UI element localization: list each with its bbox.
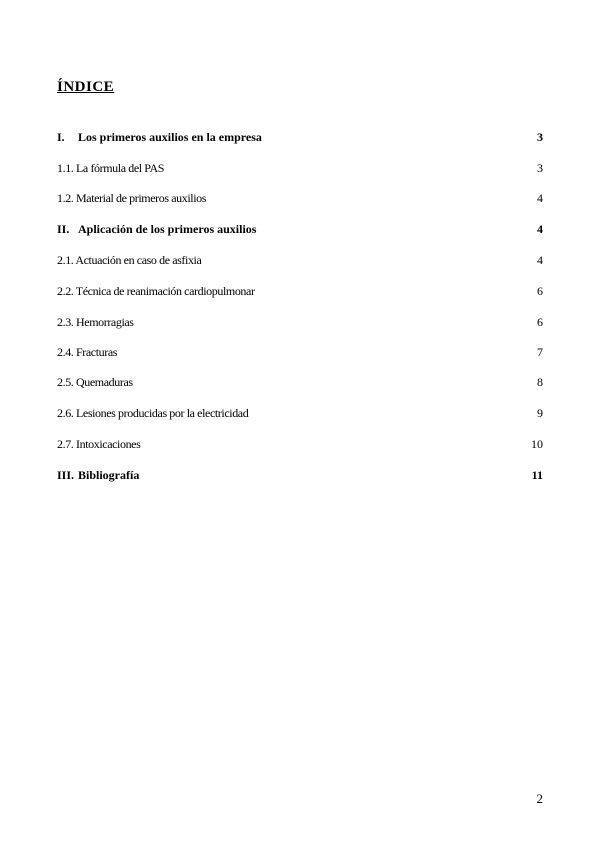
- toc-entry-text: Los primeros auxilios en la empresa: [78, 130, 262, 144]
- toc-entry-text: 2.2. Técnica de reanimación cardiopulmonar: [57, 284, 255, 298]
- toc-entry: [57, 283, 543, 299]
- toc-entry-page: 3: [537, 161, 543, 175]
- toc-entry-prefix: I.: [57, 130, 65, 144]
- toc-entry: [57, 221, 543, 237]
- toc-entry-page: 4: [537, 253, 543, 267]
- toc-entry-page: 4: [537, 191, 543, 205]
- toc-entry-page: 6: [537, 315, 543, 329]
- toc-entry: [57, 467, 543, 483]
- toc-entry-text: 2.3. Hemorragias: [57, 315, 134, 329]
- toc-entry: [57, 374, 543, 390]
- toc-entry: [57, 436, 543, 452]
- toc-entry-text: 2.6. Lesiones producidas por la electricidad: [57, 406, 249, 420]
- toc-entry-text: Aplicación de los primeros auxilios: [78, 222, 257, 236]
- toc-entry-label: [57, 467, 139, 483]
- toc-entry: [57, 160, 543, 176]
- toc-entry: [57, 405, 543, 421]
- toc-entry-page: 9: [537, 406, 543, 420]
- toc-entry-text: 2.5. Quemaduras: [57, 375, 133, 389]
- toc-entry-prefix: II.: [57, 222, 70, 236]
- toc-entry-label: [57, 221, 256, 237]
- toc-entry-prefix: III.: [57, 468, 75, 482]
- toc-entry-text: Bibliografía: [78, 468, 140, 482]
- toc-entry-page: 6: [537, 284, 543, 298]
- toc-entry-text: 2.4. Fracturas: [57, 345, 118, 359]
- toc-entry-page: 10: [531, 437, 543, 451]
- toc-entry-text: 2.7. Intoxicaciones: [57, 437, 141, 451]
- toc-entry-label: [57, 129, 262, 145]
- toc-entry: [57, 129, 543, 145]
- toc-entry-text: 1.1. La fórmula del PAS: [57, 161, 165, 175]
- toc-entry-page: 11: [531, 468, 543, 482]
- toc-entry-page: 7: [537, 345, 543, 359]
- page-title: ÍNDICE: [57, 79, 115, 95]
- page-number: 2: [536, 791, 543, 806]
- toc-entry-page: 4: [537, 222, 543, 236]
- toc-entry: [57, 344, 543, 360]
- toc-entry-text: 2.1. Actuación en caso de asfixia: [57, 253, 202, 267]
- toc-entry-page: 3: [537, 130, 543, 144]
- toc-entry-text: 1.2. Material de primeros auxilios: [57, 191, 207, 205]
- toc-entry-page: 8: [537, 375, 543, 389]
- toc-entry: [57, 314, 543, 330]
- toc-entry: [57, 252, 543, 268]
- toc-entry: [57, 190, 543, 206]
